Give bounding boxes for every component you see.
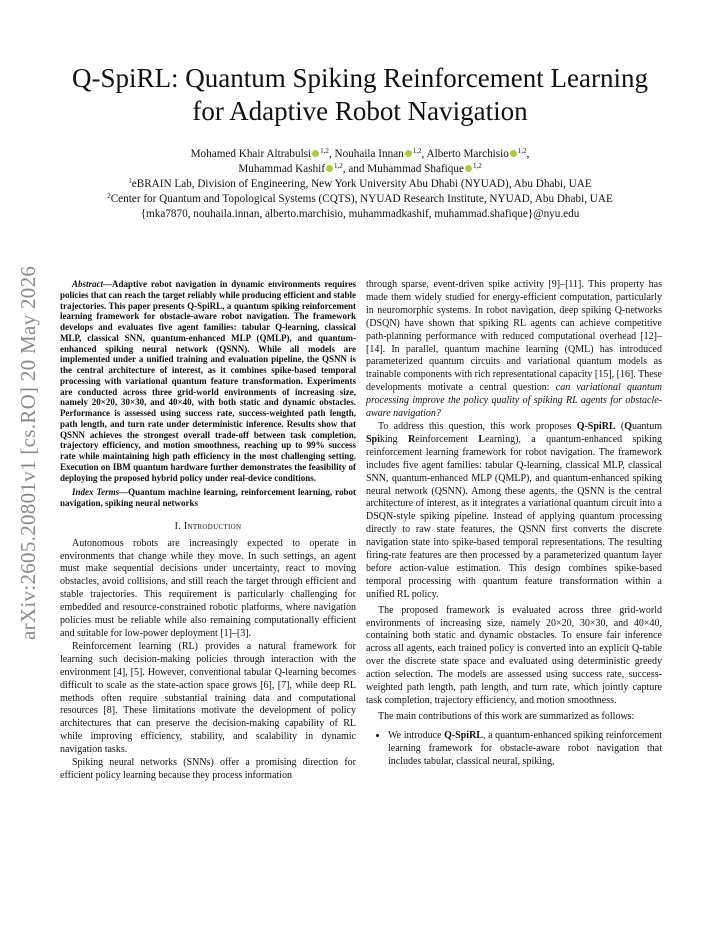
paragraph: The main contributions of this work are summarized as follows: (378, 710, 635, 722)
author-name: Mohamed Khair Altrabulsi (190, 148, 312, 160)
author-affil-sup: 1,2 (412, 147, 422, 155)
framework-name: Q-SpiRL (576, 420, 616, 432)
index-terms-text: —Quantum machine learning, reinforcement learning, robot navigation, spiking neural networks (60, 487, 356, 508)
list-item: • We introduce Q-SpiRL, a quantum-enhanced spiking reinforcement learning framework for obstacle-aware robot navigation that includes tabular, classical neural, spiking, (388, 730, 662, 769)
affiliation-1: $^1$eBRAIN Lab, Division of Engineering, New York University Abu Dhabi (NYUAD), Abu Dhabi, UAE (128, 177, 592, 190)
author-affil-sup: 1,2 (517, 147, 527, 155)
paragraph: through sparse, event-driven spike activity [9]–[11]. This property has made them widely studied for energy-efficient computation, particularly in neuromorphic systems. In robot navigation, deep spiking Q-networks (DSQN) have shown that spiking RL agents can achieve competitive path-planning performance with reduced computational overhead [12]–[14]. In parallel, quantum machine learning (QML) has introduced parameterized quantum circuits and variational quantum models as trainable components with rich representational capacity [15], [16]. These developments motivate a central question: can variational quantum processing improve the policy quality of spiking RL agents for obstacle-aware navigation? (366, 279, 662, 420)
right-column (366, 279, 662, 769)
author-affil-sup: 1,2 (320, 147, 329, 155)
paragraph: The proposed framework is evaluated across three grid-world environments of increasing size, namely 20×20, 30×30, and 40×40, containing both static and dynamic obstacles. To ensure fair inference across all agents, each trained policy is converted into an explicit Q-table over the discrete state space and evaluated using deterministic greedy action selection. The models are assessed using success rate, success-weighted path length, path length, and turn rate, which jointly capture task completion, trajectory efficiency, and motion smoothness. (366, 604, 662, 706)
title-line-1: Q-SpiRL: Quantum Spiking Reinforcement Learning (72, 63, 648, 93)
author-line-2: Muhammad Kashif $^{1,2}$, and Muhammad Shafique $^{1,2}$ (238, 162, 482, 175)
contribution-list (366, 730, 662, 769)
abstract-text: —Adaptive robot navigation in dynamic environments requires policies that can reach the target reliably while producing efficient and stable trajectories. This paper presents Q-SpiRL, a quantum spiking reinforcement learning framework for obstacle-aware robot navigation. The framework develops and evaluates five agent families: tabular Q-learning, classical MLP, classical SNN, quantum-enhanced MLP (QMLP), and quantum-enhanced spiking neural network (QSNN). While all models are implemented under a unified training and evaluation pipeline, the QSNN is the central architecture of interest, as it combines spike-based temporal processing with variational quantum feature transformation. Experiments are conducted across three grid-world environments of increasing size, namely 20×20, 30×30, and 40×40, with both static and dynamic obstacles. Performance is assessed using success rate, success-weighted path length, path length, and turn rate under deterministic inference. Results show that QSNN achieves the strongest overall trade-off between task completion, trajectory efficiency, and motion smoothness, reaching up to 99% success rate while maintaining high path efficiency in the most challenging setting. Execution on IBM quantum hardware further demonstrates the feasibility of deploying the proposed hybrid policy under real-device conditions. (60, 279, 356, 483)
paragraph: Reinforcement learning (RL) provides a natural framework for learning such decision-making policies through interaction with the environment [4], [5]. However, conventional tabular Q-learning becomes difficult to scale as the state-action space grows [6], [7], while deep RL methods often require substantial training data and computational resources [8]. These limitations motivate the development of policy architectures that can preserve the decision-making capability of RL while improving efficiency, stability, and scalability in dynamic navigation tasks. (60, 640, 356, 756)
author-name: Alberto Marchisio (426, 148, 509, 160)
orcid-icon[interactable] (312, 150, 319, 157)
author-line-1: Mohamed Khair Altrabulsi $^{1,2}$, Nouhaila Innan $^{1,2}$, Alberto Marchisio $^{1,2}$, (190, 147, 530, 160)
author-name: Nouhaila Innan (334, 148, 404, 160)
section-heading-introduction: I. Introduction (174, 520, 242, 532)
paragraph: Autonomous robots are increasingly expected to operate in environments that change while they move. In such settings, an agent must make sequential decisions under uncertainty, react to moving obstacles, avoid collisions, and still reach the target through efficient and stable trajectories. This requirement is particularly challenging for embedded and resource-constrained robotic platforms, where navigation policies must be reliable while also remaining computationally efficient and suitable for low-power deployment [1]–[3]. (60, 537, 356, 639)
author-block (0, 147, 720, 222)
orcid-icon[interactable] (510, 150, 517, 157)
index-terms-lead: Index Terms (72, 487, 120, 498)
abstract-lead: Abstract (72, 279, 104, 289)
abstract (60, 279, 356, 483)
author-emails: {mka7870, nouhaila.innan, alberto.marchisio, muhammadkashif, muhammad.shafique}@nyu.edu (140, 208, 580, 220)
affiliation-2: $^2$Center for Quantum and Topological Systems (CQTS), NYUAD Research Institute, NYUAD, Abu Dhabi, UAE (107, 192, 613, 205)
left-column (60, 279, 356, 783)
author-name: Muhammad Kashif (238, 163, 325, 175)
index-terms (60, 487, 356, 509)
arxiv-watermark: arXiv:2605.20801v1 [cs.RO] 20 May 2026 (16, 265, 40, 640)
title-line-2: for Adaptive Robot Navigation (192, 96, 528, 126)
research-question: can variational quantum processing improve the policy quality of spiking RL agents for obstacle-aware navigation? (366, 382, 662, 420)
orcid-icon[interactable] (465, 165, 472, 172)
author-affil-sup: 1,2 (472, 162, 482, 170)
paragraph: To address this question, this work proposes Q-SpiRL (Quantum Spiking Reinforcement Learning), a quantum-enhanced spiking reinforcement learning framework for robot navigation. The framework includes five agent families: tabular Q-learning, classical MLP, classical SNN, quantum-enhanced MLP (QMLP), and quantum-enhanced spiking neural network (QSNN). Among these agents, the QSNN is the central architecture of interest, as it integrates a variational quantum circuit into a DSQN-style spiking pipeline. Instead of applying quantum processing directly to raw state features, the QSNN first converts the discrete navigation state into spike-based temporal representations. The resulting firing-rate features are then processed by a parameterized quantum layer before action-value estimation. This design combines spike-based temporal processing with quantum feature transformation within a unified RL policy. (366, 420, 662, 600)
paper-title (0, 62, 720, 128)
paragraph: Spiking neural networks (SNNs) offer a promising direction for efficient policy learning because they process information (60, 757, 356, 781)
orcid-icon[interactable] (405, 150, 412, 157)
author-affil-sup: 1,2 (334, 162, 343, 170)
orcid-icon[interactable] (326, 165, 333, 172)
author-name: Muhammad Shafique (367, 163, 464, 175)
